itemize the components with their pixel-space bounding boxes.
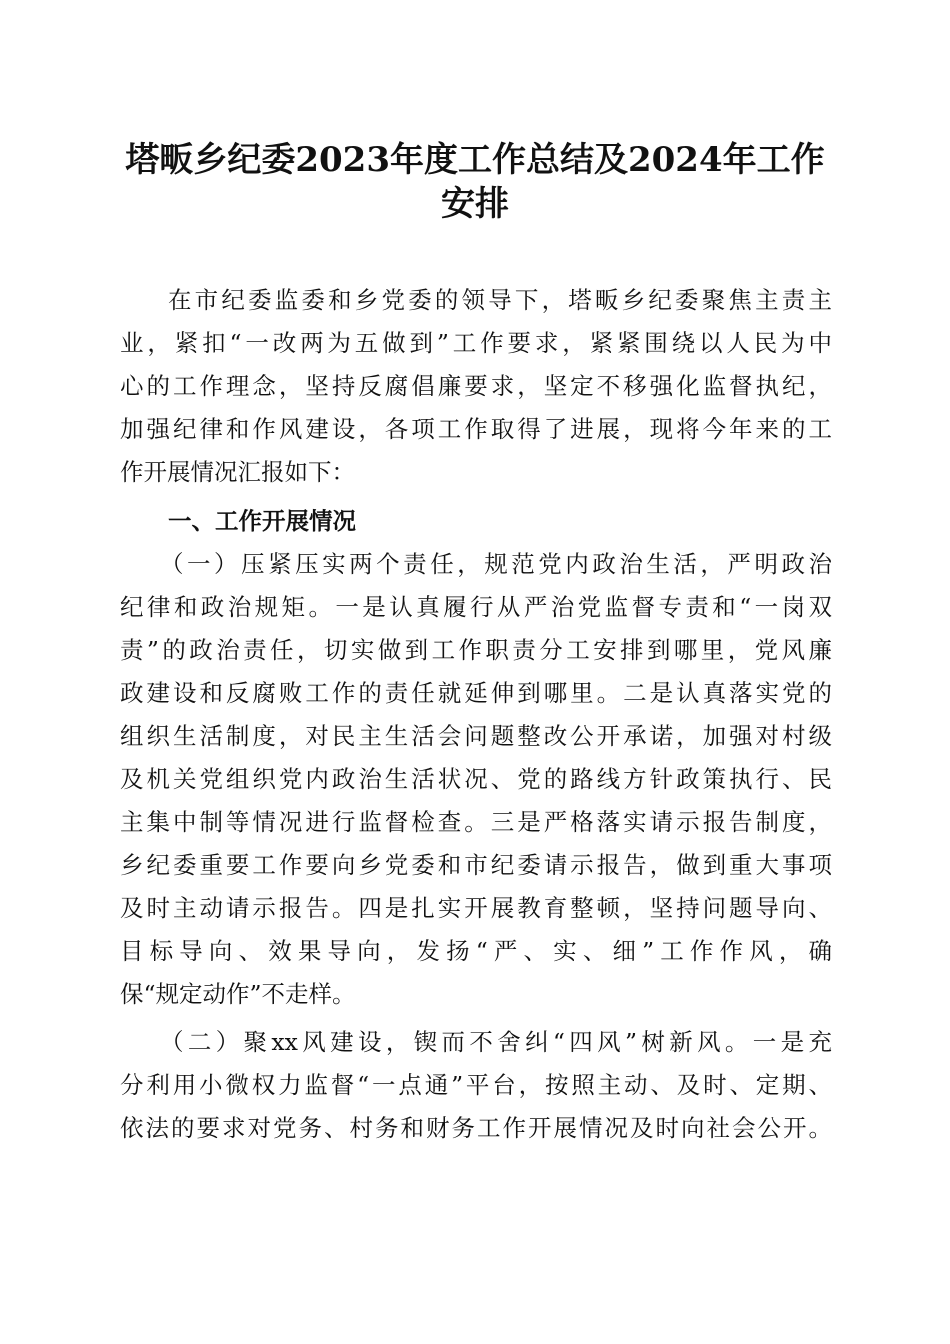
para2-line-3: 依法的要求对党务、村务和财务工作开展情况及时向社会公开。 bbox=[120, 1114, 832, 1142]
section-heading-1: 一、工作开展情况 bbox=[168, 507, 356, 535]
para1-line-2: 纪律和政治规矩。一是认真履行从严治党监督专责和“一岗双 bbox=[120, 593, 832, 621]
intro-line-4: 加强纪律和作风建设，各项工作取得了进展，现将今年来的工 bbox=[120, 415, 832, 443]
para1-line-5: 组织生活制度，对民主生活会问题整改公开承诺，加强对村级 bbox=[120, 722, 832, 750]
para1-line-7: 主集中制等情况进行监督检查。三是严格落实请示报告制度， bbox=[120, 808, 832, 836]
para1-line-11: 保“规定动作”不走样。 bbox=[120, 980, 356, 1008]
para1-line-8: 乡纪委重要工作要向乡党委和市纪委请示报告，做到重大事项 bbox=[120, 851, 832, 879]
para2-line-2: 分利用小微权力监督“一点通”平台，按照主动、及时、定期、 bbox=[120, 1071, 832, 1099]
para1-line-9: 及时主动请示报告。四是扎实开展教育整顿，坚持问题导向、 bbox=[120, 894, 832, 922]
intro-line-3: 心的工作理念，坚持反腐倡廉要求，坚定不移强化监督执纪， bbox=[120, 372, 832, 400]
para1-line-4: 政建设和反腐败工作的责任就延伸到哪里。二是认真落实党的 bbox=[120, 679, 832, 707]
para2-line-1: （二）聚xx风建设，锲而不舍纠“四风”树新风。一是充 bbox=[160, 1028, 832, 1056]
para1-line-6: 及机关党组织党内政治生活状况、党的路线方针政策执行、民 bbox=[120, 765, 832, 793]
document-title-line-1: 塔畈乡纪委2023年度工作总结及2024年工作 bbox=[125, 140, 825, 180]
para1-line-10: 目标导向、效果导向，发扬“严、实、细”工作作风，确 bbox=[120, 937, 832, 965]
document-title-line-2: 安排 bbox=[441, 184, 509, 224]
para1-line-1: （一）压紧压实两个责任，规范党内政治生活，严明政治 bbox=[160, 550, 832, 578]
para1-line-3: 责”的政治责任，切实做到工作职责分工安排到哪里，党风廉 bbox=[120, 636, 832, 664]
intro-line-1: 在市纪委监委和乡党委的领导下，塔畈乡纪委聚焦主责主 bbox=[168, 286, 832, 314]
intro-line-2: 业，紧扣“一改两为五做到”工作要求，紧紧围绕以人民为中 bbox=[120, 329, 832, 357]
intro-line-5: 作开展情况汇报如下： bbox=[120, 458, 355, 486]
